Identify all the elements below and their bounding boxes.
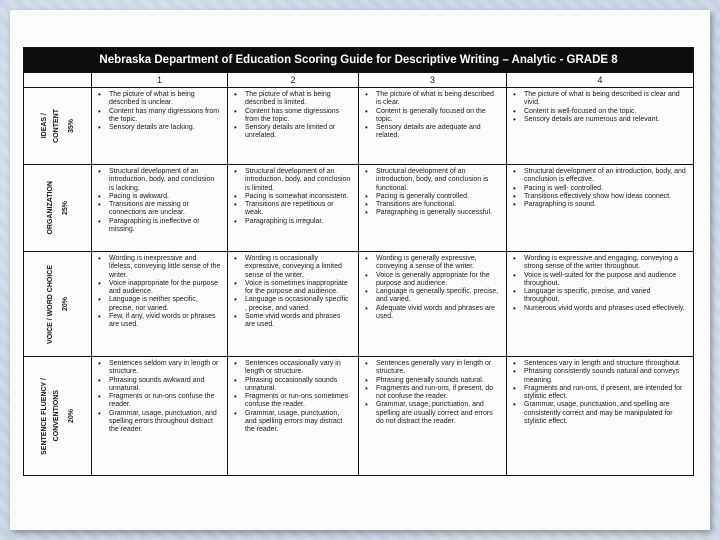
criterion-item: • Transitions are missing or connections are unclear.: [96, 201, 221, 218]
criteria-list: [232, 255, 352, 330]
criterion-item: • Grammar, usage, punctuation, and spelling are usually correct and errors do not distract the reader.: [363, 401, 500, 426]
score-cell-4: [507, 252, 694, 357]
criteria-list: [511, 360, 687, 426]
criteria-list: [511, 91, 687, 124]
category-label: ORGANIZATION: [47, 181, 55, 235]
criterion-item: • Content is generally focused on the topic.: [363, 108, 500, 125]
criterion-item: • Some vivid words and phrases are used.: [232, 313, 352, 330]
category-weight: 20%: [61, 296, 69, 311]
criterion-item: • Grammar, usage, punctuation, and spelling are consistently correct and may be manipulated for stylistic effect.: [511, 401, 687, 426]
rubric-row-organization: [24, 165, 694, 252]
score-cell-3: [359, 165, 507, 252]
criterion-item: • Content has many digressions from the topic.: [96, 108, 221, 125]
criterion-item: • Language is generally specific, precise, and varied.: [363, 288, 500, 305]
score-cell-2: [228, 357, 359, 476]
criterion-item: • Sensory details are limited or unrelated.: [232, 124, 352, 141]
criteria-list: [96, 360, 221, 435]
criterion-item: • Sentences generally vary in length or structure.: [363, 360, 500, 377]
criteria-list: [96, 255, 221, 330]
criterion-item: • Sentences vary in length and structure throughout.: [511, 360, 687, 368]
score-cell-2: [228, 165, 359, 252]
criterion-item: • Few, if any, vivid words or phrases are used.: [96, 313, 221, 330]
criteria-list: [363, 168, 500, 218]
criterion-item: • Voice is generally appropriate for the purpose and audience.: [363, 272, 500, 289]
category-cell: [24, 88, 92, 165]
criteria-list: [363, 91, 500, 141]
criterion-item: • Language is neither specific, precise, nor varied.: [96, 296, 221, 313]
criterion-item: • Sensory details are lacking.: [96, 124, 221, 132]
criterion-item: • Structural development of an introduction, body, and conclusion is lacking.: [96, 168, 221, 193]
criterion-item: • Paragraphing is irregular.: [232, 218, 352, 226]
score-header-row: [24, 73, 694, 88]
criterion-item: • Transitions effectively show how ideas connect.: [511, 193, 687, 201]
criterion-item: • The picture of what is being described is clear.: [363, 91, 500, 108]
criteria-list: [511, 168, 687, 209]
title-row: [24, 48, 694, 73]
score-cell-2: [228, 88, 359, 165]
category-label: IDEAS /: [41, 113, 49, 139]
criterion-item: • The picture of what is being described is unclear.: [96, 91, 221, 108]
score-cell-1: [92, 165, 228, 252]
rubric-row-fluency: [24, 357, 694, 476]
score-cell-2: [228, 252, 359, 357]
criterion-item: • Wording is inexpressive and lifeless, conveying little sense of the writer.: [96, 255, 221, 280]
criterion-item: • Language is occasionally specific , precise, and varied.: [232, 296, 352, 313]
criterion-item: • Sensory details are numerous and relevant.: [511, 116, 687, 124]
criterion-item: • Phrasing sounds awkward and unnatural.: [96, 377, 221, 394]
criterion-item: • Grammar, usage, punctuation, and spelling errors throughout distract the reader.: [96, 410, 221, 435]
category-cell: [24, 252, 92, 357]
criterion-item: • Content is well-focused on the topic.: [511, 108, 687, 116]
criterion-item: • Structural development of an introduction, body, and conclusion is limited.: [232, 168, 352, 193]
criterion-item: • Sensory details are adequate and related.: [363, 124, 500, 141]
criterion-item: • Numerous vivid words and phrases used effectively.: [511, 305, 687, 313]
score-cell-3: [359, 88, 507, 165]
criterion-item: • Fragments and run-ons, if present, are intended for stylistic effect.: [511, 385, 687, 402]
score-cell-1: [92, 252, 228, 357]
category-label: VOICE / WORD CHOICE: [47, 264, 55, 344]
score-cell-3: [359, 252, 507, 357]
criterion-item: • Transitions are repetitious or weak.: [232, 201, 352, 218]
criterion-item: • Wording is expressive and engaging, conveying a strong sense of the writer throughout.: [511, 255, 687, 272]
criterion-item: • The picture of what is being described is limited.: [232, 91, 352, 108]
criterion-item: • Paragraphing is sound.: [511, 201, 687, 209]
category-weight: 35%: [67, 118, 75, 133]
rubric-row-voice: [24, 252, 694, 357]
category-weight: 20%: [67, 408, 75, 423]
category-cell: [24, 357, 92, 476]
rubric-row-ideas: [24, 88, 694, 165]
score-header-2: 2: [228, 73, 359, 88]
score-cell-1: [92, 88, 228, 165]
criterion-item: • Pacing is well- controlled.: [511, 185, 687, 193]
criterion-item: • Pacing is generally controlled.: [363, 193, 500, 201]
criterion-item: • Language is specific, precise, and varied throughout.: [511, 288, 687, 305]
score-header-1: 1: [92, 73, 228, 88]
criterion-item: • Sentences occasionally vary in length or structure.: [232, 360, 352, 377]
criterion-item: • Fragments or run-ons sometimes confuse the reader.: [232, 393, 352, 410]
criteria-list: [511, 255, 687, 313]
criteria-list: [232, 91, 352, 141]
criterion-item: • Paragraphing is ineffective or missing.: [96, 218, 221, 235]
criterion-item: • Phrasing occasionally sounds unnatural.: [232, 377, 352, 394]
criterion-item: • Voice is sometimes inappropriate for the purpose and audience.: [232, 280, 352, 297]
category-label: CONTENT: [53, 109, 61, 143]
score-cell-4: [507, 88, 694, 165]
category-label: CONVENTIONS: [53, 390, 61, 442]
criterion-item: • Fragments and run-ons, if present, do not confuse the reader.: [363, 385, 500, 402]
criterion-item: • Fragments or run-ons confuse the reader.: [96, 393, 221, 410]
criteria-list: [96, 168, 221, 234]
criterion-item: • Transitions are functional.: [363, 201, 500, 209]
criterion-item: • Sentences seldom vary in length or structure.: [96, 360, 221, 377]
score-cell-3: [359, 357, 507, 476]
criteria-list: [363, 255, 500, 321]
criterion-item: • Content has some digressions from the topic.: [232, 108, 352, 125]
criterion-item: • Phrasing generally sounds natural.: [363, 377, 500, 385]
score-cell-1: [92, 357, 228, 476]
criterion-item: • Structural development of an introduction, body, and conclusion is effective.: [511, 168, 687, 185]
table-title: Nebraska Department of Education Scoring Guide for Descriptive Writing – Analytic - GRADE 8: [24, 48, 694, 73]
category-weight: 25%: [61, 200, 69, 215]
criterion-item: • Phrasing consistently sounds natural and conveys meaning.: [511, 368, 687, 385]
criterion-item: • Pacing is somewhat inconsistent.: [232, 193, 352, 201]
criteria-list: [232, 168, 352, 226]
scoring-guide-table: [23, 47, 694, 476]
criterion-item: • Adequate vivid words and phrases are used.: [363, 305, 500, 322]
criterion-item: • Voice is well-suited for the purpose and audience throughout.: [511, 272, 687, 289]
criterion-item: • The picture of what is being described is clear and vivid.: [511, 91, 687, 108]
criteria-list: [363, 360, 500, 426]
score-cell-4: [507, 165, 694, 252]
criterion-item: • Pacing is awkward.: [96, 193, 221, 201]
category-label: SENTENCE FLUENCY /: [41, 377, 49, 455]
criterion-item: • Wording is generally expressive, conveying a sense of the writer.: [363, 255, 500, 272]
criterion-item: • Structural development of an introduction, body, and conclusion is functional.: [363, 168, 500, 193]
score-header-3: 3: [359, 73, 507, 88]
criteria-list: [96, 91, 221, 132]
criterion-item: • Paragraphing is generally successful.: [363, 209, 500, 217]
criterion-item: • Wording is occasionally expressive, conveying a limited sense of the writer.: [232, 255, 352, 280]
criterion-item: • Grammar, usage, punctuation, and spelling errors may distract the reader.: [232, 410, 352, 435]
score-cell-4: [507, 357, 694, 476]
criterion-item: • Voice inappropriate for the purpose and audience.: [96, 280, 221, 297]
category-cell: [24, 165, 92, 252]
empty-corner-cell: [24, 73, 92, 88]
criteria-list: [232, 360, 352, 435]
score-header-4: 4: [507, 73, 694, 88]
